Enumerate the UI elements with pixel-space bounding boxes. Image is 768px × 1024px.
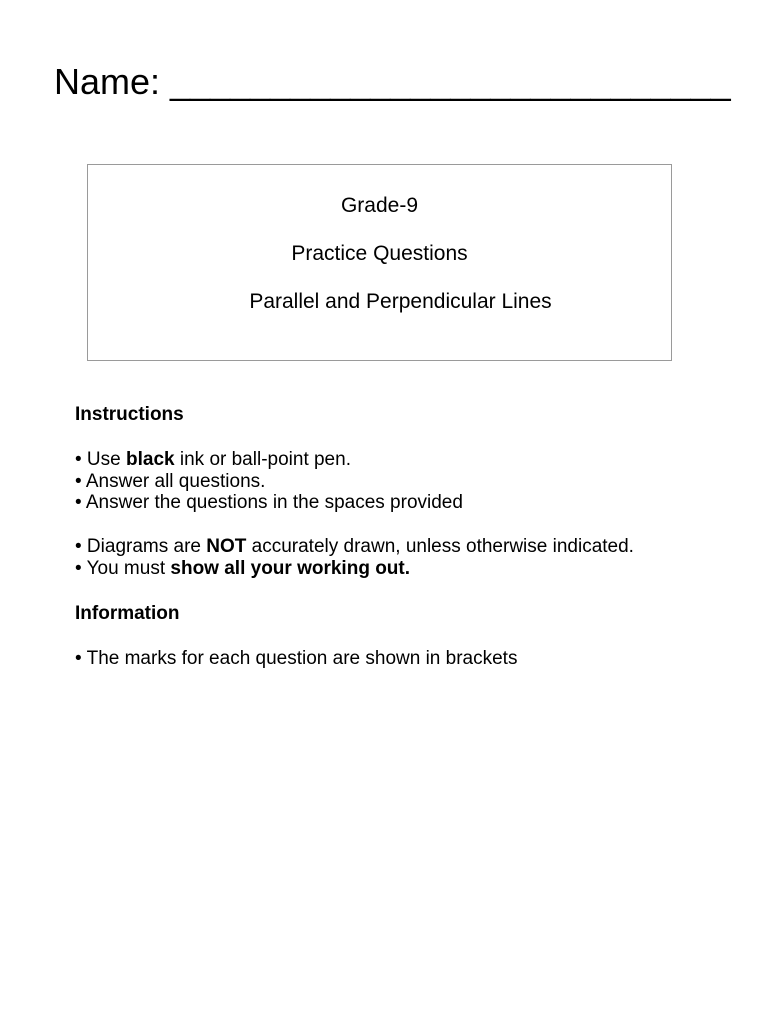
instruction-item (75, 492, 463, 514)
information-item (75, 648, 517, 670)
information-heading: Information (75, 603, 180, 624)
instruction-text: ink or ball-point pen. (174, 449, 351, 470)
instruction-emphasis: show all your working out. (170, 558, 411, 579)
instruction-item (75, 449, 351, 471)
name-line (54, 60, 731, 104)
information-text: • The marks for each question are shown in brackets (75, 648, 518, 669)
instruction-text: • Answer all questions. (75, 471, 266, 492)
instruction-item (75, 558, 410, 580)
title-box (87, 164, 672, 361)
instruction-item (75, 536, 634, 558)
instruction-text: • Diagrams are (75, 536, 207, 557)
instruction-item (75, 471, 265, 493)
instruction-text: • Use (75, 449, 126, 470)
instruction-text: • Answer the questions in the spaces provided (75, 492, 463, 513)
instruction-text: • You must (75, 558, 171, 579)
instructions-heading: Instructions (75, 404, 184, 425)
practice-subtitle: Practice Questions (291, 242, 468, 265)
instruction-text: accurately drawn, unless otherwise indicated. (246, 536, 634, 557)
name-blank[interactable]: ____________________________ (170, 61, 731, 102)
grade-title: Grade-9 (340, 194, 419, 217)
instruction-emphasis: NOT (206, 536, 247, 557)
instruction-emphasis: black (126, 449, 175, 470)
name-label: Name: (54, 61, 161, 102)
topic-title: Parallel and Perpendicular Lines (249, 290, 552, 313)
